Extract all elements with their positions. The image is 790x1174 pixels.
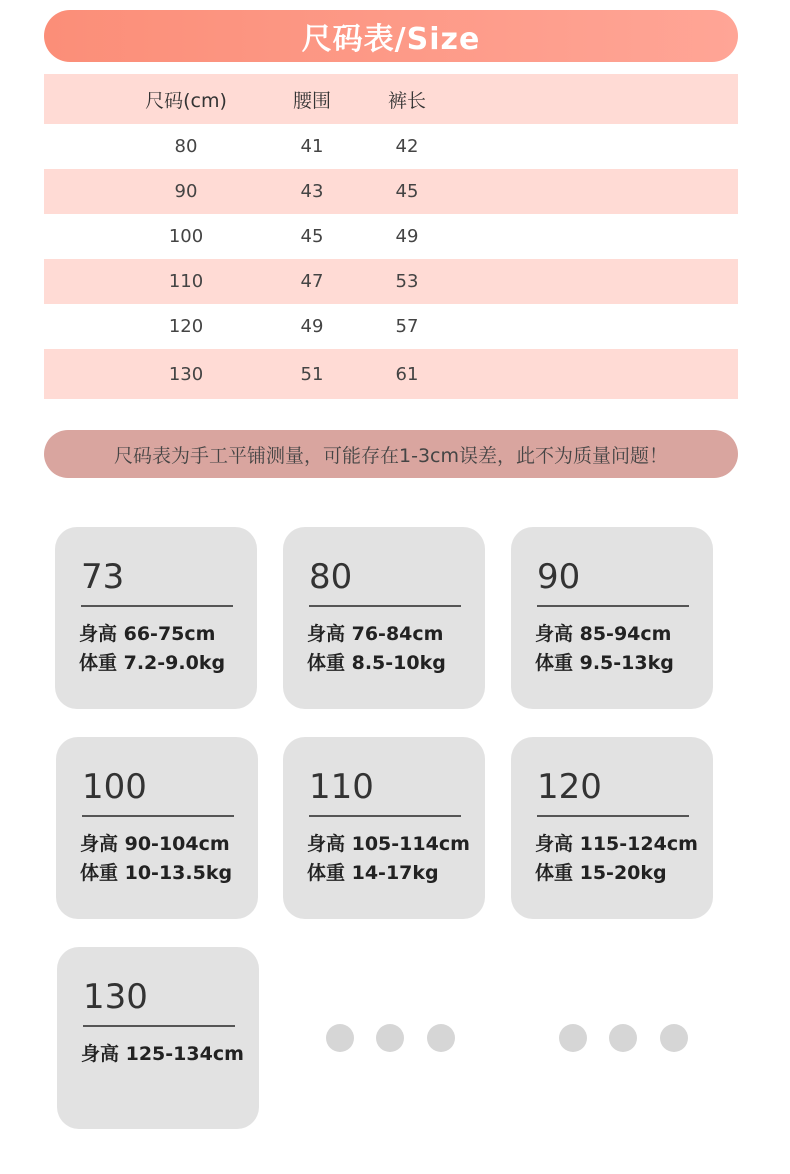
table-header-row <box>44 74 738 124</box>
ellipsis-dot-icon <box>609 1024 637 1052</box>
cell-waist: 45 <box>300 226 324 247</box>
card-size: 90 <box>537 557 581 597</box>
cell-pants-length: 57 <box>395 316 419 337</box>
card-size: 110 <box>309 767 374 807</box>
size-card-100 <box>56 737 258 919</box>
card-size: 80 <box>309 557 353 597</box>
card-size: 120 <box>537 767 602 807</box>
size-card-130 <box>57 947 259 1129</box>
card-size: 73 <box>81 557 125 597</box>
size-chart-title: 尺码表/Size <box>301 22 481 57</box>
cell-waist: 43 <box>300 181 324 202</box>
size-card-73 <box>55 527 257 709</box>
card-height: 身高 90-104cm <box>80 833 230 855</box>
size-card-120 <box>511 737 713 919</box>
card-weight: 体重 14-17kg <box>307 862 439 884</box>
card-height: 身高 125-134cm <box>81 1043 244 1065</box>
cell-waist: 51 <box>300 363 324 385</box>
table-row <box>44 349 738 399</box>
ellipsis-dot-icon <box>427 1024 455 1052</box>
card-divider <box>81 605 233 607</box>
ellipsis-dot-icon <box>326 1024 354 1052</box>
size-table <box>44 74 738 399</box>
table-row <box>44 124 738 169</box>
card-weight: 体重 15-20kg <box>535 862 667 884</box>
card-height: 身高 66-75cm <box>79 623 216 645</box>
table-row <box>44 259 738 304</box>
header-waist: 腰围 <box>292 89 331 112</box>
cell-size: 100 <box>168 226 204 247</box>
card-weight: 体重 8.5-10kg <box>307 652 446 674</box>
card-size: 100 <box>82 767 147 807</box>
card-height: 身高 115-124cm <box>535 833 698 855</box>
card-divider <box>309 815 461 817</box>
cell-waist: 49 <box>300 316 324 337</box>
card-divider <box>309 605 461 607</box>
cell-waist: 47 <box>300 271 324 292</box>
cell-size: 110 <box>168 271 204 292</box>
card-height: 身高 85-94cm <box>535 623 672 645</box>
card-divider <box>83 1025 235 1027</box>
cell-waist: 41 <box>300 136 324 157</box>
cell-size: 120 <box>168 316 204 337</box>
cell-pants-length: 49 <box>395 226 419 247</box>
size-card-110 <box>283 737 485 919</box>
ellipsis-dot-icon <box>559 1024 587 1052</box>
card-weight: 体重 7.2-9.0kg <box>79 652 226 674</box>
card-divider <box>82 815 234 817</box>
cell-pants-length: 53 <box>395 271 419 292</box>
size-chart-title-banner <box>44 10 738 62</box>
card-height: 身高 105-114cm <box>307 833 470 855</box>
card-weight: 体重 10-13.5kg <box>80 862 233 884</box>
size-card-80 <box>283 527 485 709</box>
measurement-note: 尺码表为手工平铺测量，可能存在1-3cm误差，此不为质量问题！ <box>114 444 668 467</box>
cell-size: 90 <box>174 181 198 202</box>
card-divider <box>537 815 689 817</box>
card-height: 身高 76-84cm <box>307 623 444 645</box>
cell-pants-length: 45 <box>395 181 419 202</box>
measurement-note-banner <box>44 430 738 478</box>
header-size: 尺码(cm) <box>145 89 227 112</box>
card-weight: 体重 9.5-13kg <box>535 652 674 674</box>
cell-pants-length: 42 <box>395 136 419 157</box>
card-divider <box>537 605 689 607</box>
cell-pants-length: 61 <box>395 363 419 385</box>
size-card-90 <box>511 527 713 709</box>
cell-size: 130 <box>168 363 204 385</box>
cell-size: 80 <box>174 136 198 157</box>
card-size: 130 <box>83 977 148 1017</box>
ellipsis-dot-icon <box>376 1024 404 1052</box>
table-row <box>44 214 738 259</box>
table-row <box>44 304 738 349</box>
header-pants-length: 裤长 <box>387 89 426 112</box>
table-row <box>44 169 738 214</box>
ellipsis-dot-icon <box>660 1024 688 1052</box>
